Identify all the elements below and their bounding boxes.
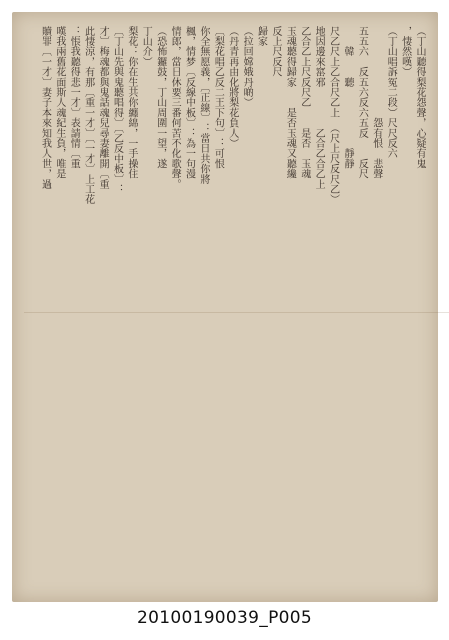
- text-line: 五五六 反五六反六五反 反尺: [356, 26, 368, 179]
- text-line: 乙合乙上尺反尺乙 是否 玉魂: [298, 26, 310, 179]
- text-line: 〔梨花唱乙反二王下句〕：可恨: [212, 26, 224, 169]
- text-line: 嘆我兩舊花面斯人魂紀生負，唯是: [53, 26, 65, 179]
- text-line: 尺乙尺上乙合尺乙上 （尺上尺反尺乙）: [327, 26, 339, 205]
- text-line: 此悽涼，有那〔重一才〕〔一才〕上工花: [82, 26, 94, 205]
- document-page: [12, 12, 438, 602]
- text-line: 贖罪〔一才〕妻子本來知我人世，過: [39, 26, 51, 190]
- text-line: （丹青再由化將梨花負人）: [226, 26, 238, 149]
- text-line: 地因邊來窰邪 乙合乙合乙上: [313, 26, 325, 190]
- text-line: （丁山唱訴冤二段）尺尺反六: [385, 26, 397, 159]
- text-line: 怨有恨 悲聲: [370, 26, 382, 179]
- text-line: 梨花：你在生共你纏綿，一手操住: [125, 26, 137, 179]
- text-line: （恐怖鑼鼓，丁山周圍一望，遂: [154, 26, 166, 169]
- text-line: ：悵我聽得悲一才〕表請情〔重: [68, 26, 80, 169]
- text-line: 玉魂聽得歸家 是否玉魂又聽纔: [284, 26, 296, 179]
- text-line: （拉回嫦娥丹啲）: [241, 26, 253, 108]
- text-line: 情郎，當日休要三番何苦不化歌聲。: [169, 26, 181, 190]
- text-line: 丁山介）: [140, 26, 152, 67]
- text-line: 楓，情梦〔反線中板〕：為一句漫: [183, 26, 195, 179]
- text-line: 反上尺反尺: [269, 26, 281, 77]
- text-line: 你全無愿義，〔正線〕：當日共你將: [197, 26, 209, 185]
- text-line: 才〕梅魂都與鬼話魂兒尋妻離開〔重: [97, 26, 109, 190]
- text-line: 歸家: [255, 26, 267, 47]
- text-line: ，悽然嘆）: [399, 26, 411, 77]
- vertical-text-body: [24, 26, 426, 586]
- text-line: 韓 聽 靜靜: [341, 26, 353, 169]
- page-identifier: 20100190039_P005: [137, 608, 312, 628]
- text-line: 〔丁山先與鬼聽唱得〕〔乙反中板〕：: [111, 26, 123, 195]
- text-line: （丁山聽得梨花怨聲，心疑有鬼: [414, 26, 425, 169]
